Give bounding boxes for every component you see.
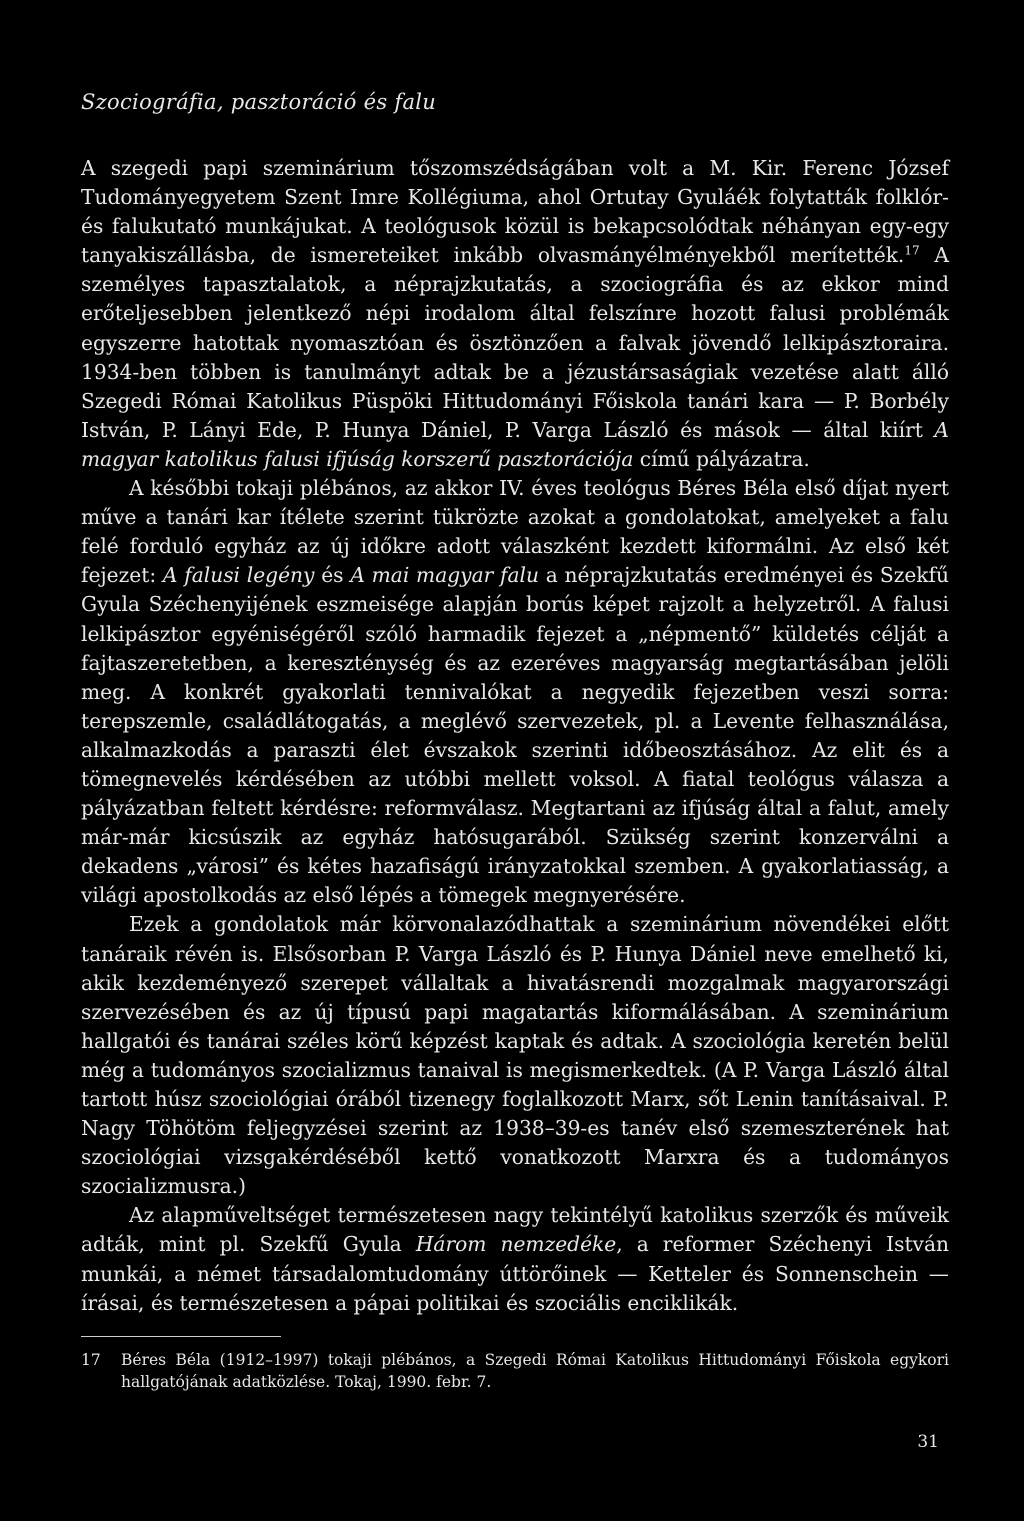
p1-text-a: A szegedi papi szeminárium tőszomszédságában volt a M. Kir. Ferenc József Tudományegyetem Szent Imre Kollégiuma, ahol Ortutay Gyuláék folytatták folklór- és falukutató munkájukat. A teológusok közül is bekapcsolódtak néhányan egy-egy tanyakiszállásba, de ismereteiket inkább olvasmányélményekből merítették. xyxy=(81,156,949,268)
paragraph-3: Ezek a gondolatok már körvonalazódhattak a szeminárium növendékei előtt tanáraik révén is. Elsősorban P. Varga László és P. Hunya Dániel neve emelhető ki, akik kezdeményező szerepet vállaltak a hivatásrendi mozgalmak magyarországi szervezésében és az új típusú papi magatartás kiformálásában. A szeminárium hallgatói és tanárai széles körű képzést kaptak és adtak. A szociológia keretén belül még a tudományos szocializmus tanaival is megismerkedtek. (A P. Varga László által tartott húsz szociológiai órából tizenegy foglalkozott Marx, sőt Lenin tanításaival. P. Nagy Töhötöm feljegyzései szerint az 1938–39-es tanév első szemeszterének hat szociológiai vizsgakérdéséből kettő vonatkozott Marxra és a tudományos szocializmusra.) xyxy=(81,912,949,1199)
paragraph-4 xyxy=(81,1201,949,1317)
footnote xyxy=(81,1349,949,1393)
footnote-number: 17 xyxy=(81,1350,101,1369)
footnote-text: Béres Béla (1912–1997) tokaji plébános, a Szegedi Római Katolikus Hittudományi Főiskola egykori hallgatójának adatközlése. Tokaj, 1990. febr. 7. xyxy=(121,1350,949,1391)
paragraph-1 xyxy=(81,154,949,474)
page-number: 31 xyxy=(917,1432,939,1452)
p1-text-c: című pályázatra. xyxy=(633,446,810,471)
p1-text-b: A személyes tapasztalatok, a néprajzkutatás, a szociográfia és az ekkor mind erőteljesebben jelentkező népi irodalom által felszínre hozott falusi problémák egyszerre hatottak nyomasztóan és ösztönzően a falvak jövendő lelkipásztoraira. 1934-ben többen is tanulmányt adtak be a jézustársaságiak vezetése alatt álló Szegedi Római Katolikus Püspöki Hittudományi Főiskola tanári kara — P. Borbély István, P. Lányi Ede, P. Hunya Dániel, P. Varga László és mások — által kiírt xyxy=(81,243,949,442)
running-head: Szociográfia, pasztoráció és falu xyxy=(81,90,437,114)
p2-text-a: A későbbi tokaji plébános, az akkor IV. éves teológus Béres Béla első díjat nyert műve a tanári kar ítélete szerint tükrözte azokat a gondolatokat, amelyeket a falu felé forduló egyház az új időkre adott válaszként kezdett kiformálni. Az első két fejezet: xyxy=(81,476,949,588)
p4-text-a: Az alapműveltséget természetesen nagy tekintélyű katolikus szerzők és műveik adták, mint pl. Szekfű Gyula xyxy=(81,1203,949,1257)
p1-work-title: A magyar katolikus falusi ifjúság korszerű pasztorációja xyxy=(81,417,949,471)
p4-work-title: Három nemzedéke xyxy=(415,1232,617,1257)
paragraph-2 xyxy=(81,474,949,910)
p2-chapter-title-1: A falusi legény xyxy=(162,563,315,588)
footnote-reference[interactable]: 17 xyxy=(904,243,920,258)
p4-text-b: , a reformer Széchenyi István munkái, a német társadalomtudomány úttörőinek — Ketteler és Sonnenschein — írásai, és természetesen a pápai politikai és szociális enciklikák. xyxy=(81,1232,949,1315)
page xyxy=(81,90,949,1393)
body-text xyxy=(81,154,949,1318)
p2-text-b: és xyxy=(314,563,351,588)
footnote-divider xyxy=(81,1336,281,1337)
p2-chapter-title-2: A mai magyar falu xyxy=(350,563,539,588)
p2-text-c: a néprajzkutatás eredményei és Szekfű Gyula Széchenyijének eszmeisége alapján borús képet rajzolt a helyzetről. A falusi lelkipásztor egyéniségéről szóló harmadik fejezet a „népmentő” küldetés célját a fajtaszeretetben, a kereszténység és az ezeréves magyarság megtartásában jelöli meg. A konkrét gyakorlati tennivalókat a negyedik fejezetben veszi sorra: terepszemle, családlátogatás, a meglévő szervezetek, pl. a Levente felhasználása, alkalmazkodás a paraszti élet évszakok szerinti időbeosztásához. Az elit és a tömegnevelés kérdésében az utóbbi mellett voksol. A fiatal teológus válasza a pályázatban feltett kérdésre: reformválasz. Megtartani az ifjúság által a falut, amely már-már kicsúszik az egyház hatósugarából. Szükség szerint konzerválni a dekadens „városi” és kétes hazafiságú irányzatokkal szemben. A gyakorlatiasság, a világi apostolkodás az első lépés a tömegek megnyerésére. xyxy=(81,563,949,908)
